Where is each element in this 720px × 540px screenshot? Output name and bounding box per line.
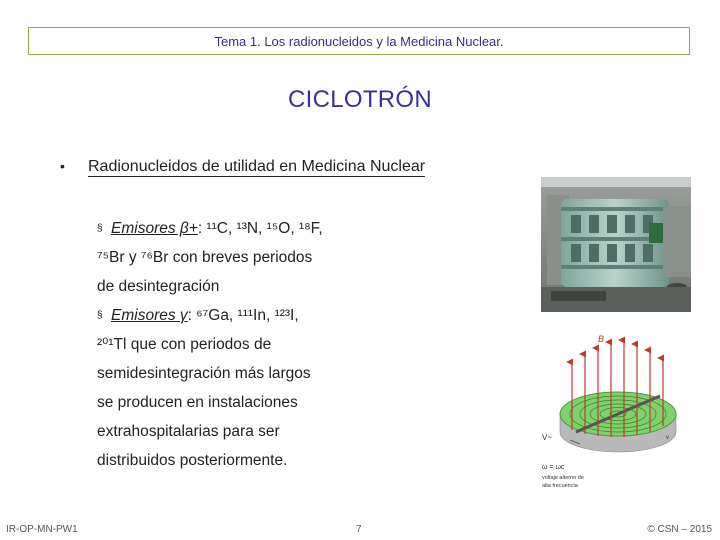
footer-copyright: © CSN – 2015 xyxy=(647,524,712,535)
omega-label: ω = ωc xyxy=(542,464,565,471)
bullet-dot-icon: • xyxy=(60,158,65,174)
header-box xyxy=(28,27,690,55)
emitters-beta-label: Emisores β+ xyxy=(111,220,198,237)
bullet-text: Radionucleidos de utilidad en Medicina Nuclear xyxy=(88,158,426,175)
velocity-label: v xyxy=(666,435,669,441)
sub-line-8: extrahospitalarias para ser xyxy=(97,423,280,440)
sub-line-9: distribuidos posteriormente. xyxy=(97,452,288,469)
sub-line-2: ⁷⁵Br y ⁷⁶Br con breves periodos xyxy=(97,249,313,266)
sub-bullets xyxy=(97,214,367,475)
slide-title: CICLOTRÓN xyxy=(287,86,433,113)
sub-line-3: de desintegración xyxy=(97,278,220,295)
page-number: 7 xyxy=(356,524,362,535)
cyclotron-photo xyxy=(541,177,691,312)
emitters-gamma-label: Emisores γ xyxy=(111,307,188,324)
sub-line-5: ²⁰¹Tl que con periodos de xyxy=(97,336,272,353)
beta-isotopes: : ¹¹C, ¹³N, ¹⁵O, ¹⁸F, xyxy=(197,220,323,237)
main-bullet xyxy=(60,158,425,177)
sub-line-1 xyxy=(97,214,367,243)
footer-code: IR-OP-MN-PW1 xyxy=(6,524,78,535)
field-b-label: B xyxy=(598,334,605,344)
caption-line-1: voltaje alterno de xyxy=(542,475,584,481)
sub-line-6: semidesintegración más largos xyxy=(97,365,311,382)
voltage-label: V~ xyxy=(542,433,553,442)
sub-line-4 xyxy=(97,301,367,330)
caption-line-2: alta frecuencia xyxy=(542,483,578,489)
header-text: Tema 1. Los radionucleidos y la Medicina Nuclear. xyxy=(214,33,504,49)
square-bullet-icon: § xyxy=(97,310,103,321)
square-bullet-icon: § xyxy=(97,223,103,234)
gamma-isotopes: : ⁶⁷Ga, ¹¹¹In, ¹²³I, xyxy=(187,307,299,324)
cyclotron-diagram xyxy=(540,322,690,490)
sub-line-7: se producen en instalaciones xyxy=(97,394,298,411)
